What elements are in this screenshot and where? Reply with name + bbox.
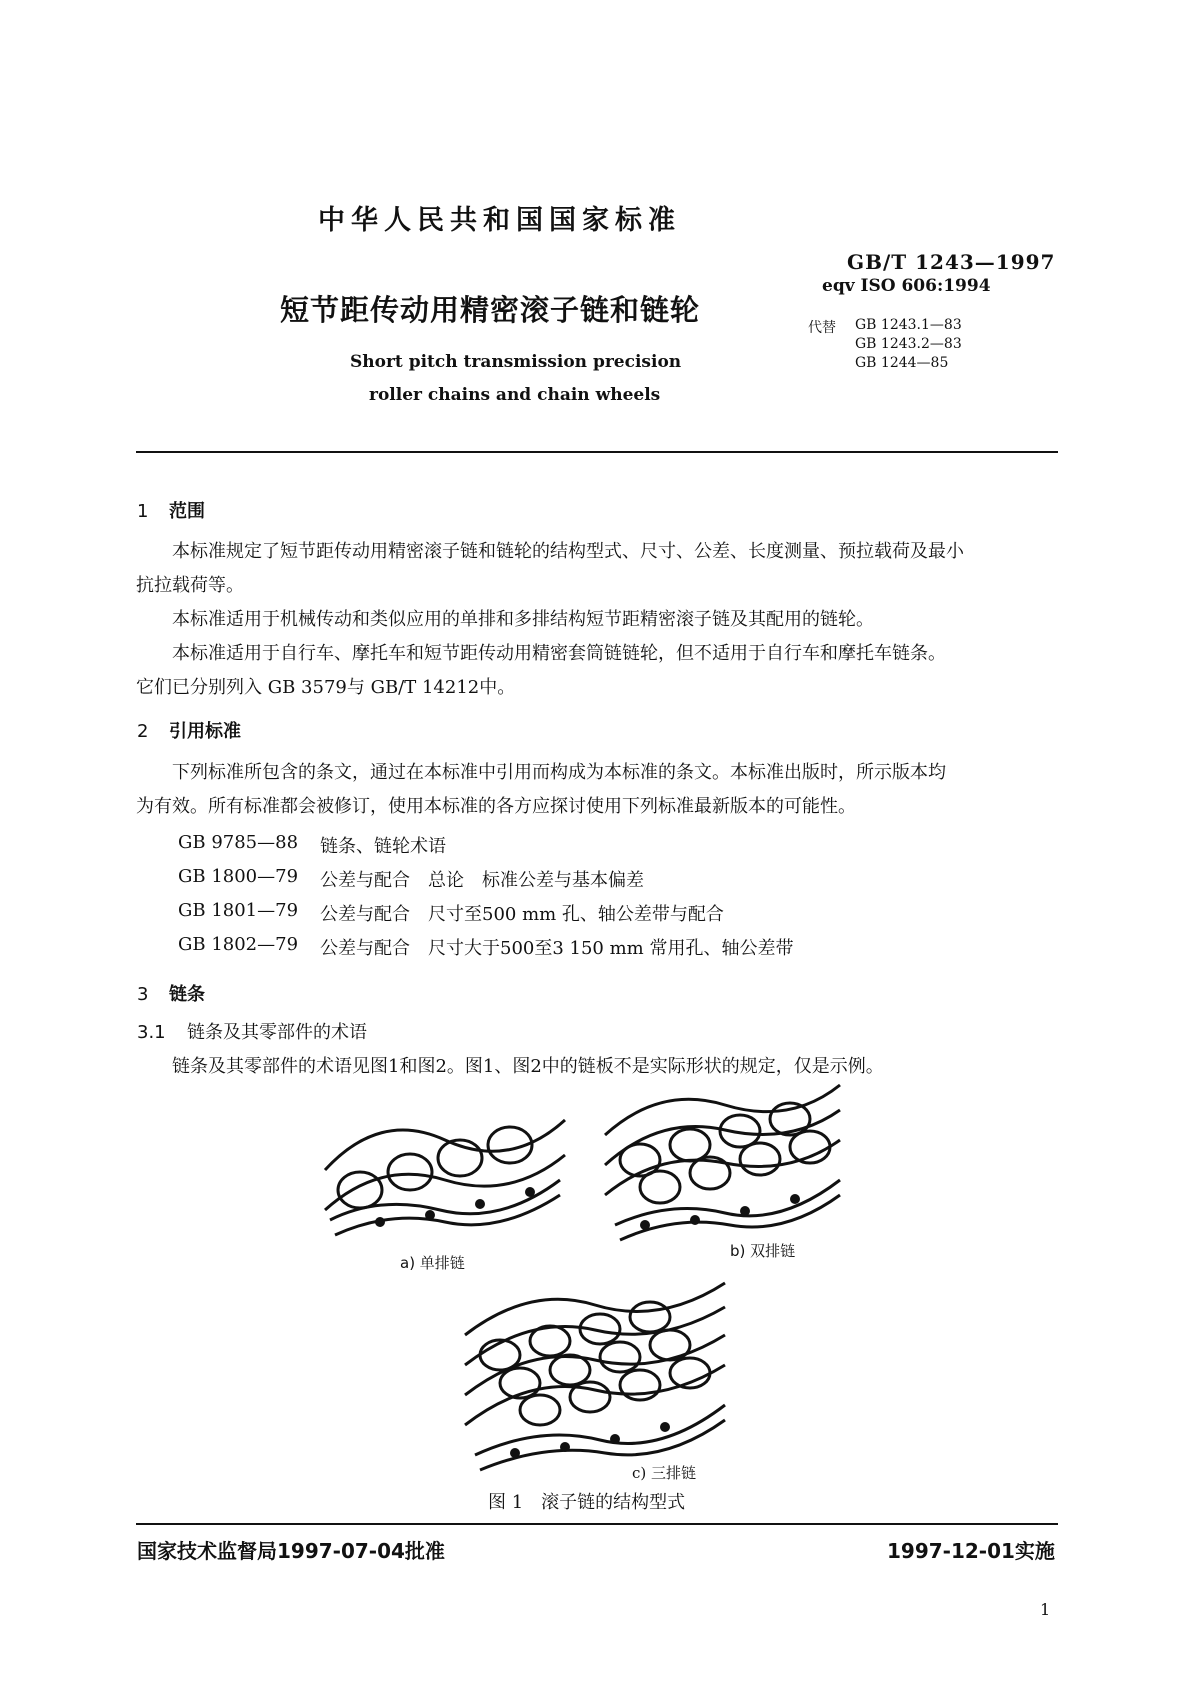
document-title-cn: 短节距传动用精密滚子链和链轮 xyxy=(280,293,701,327)
reference-code: GB 1801—79 xyxy=(178,900,299,921)
figure-caption: c) 三排链 xyxy=(632,1464,697,1482)
replaced-standard: GB 1244—85 xyxy=(855,355,949,371)
reference-title: 公差与配合 尺寸大于500至3 150 mm 常用孔、轴公差带 xyxy=(320,938,794,959)
standard-number: GB/T 1243—1997 xyxy=(847,250,1056,274)
footer-divider xyxy=(136,1523,1058,1525)
subsection-number: 3.1 xyxy=(137,1022,166,1043)
section-number: 1 xyxy=(137,501,149,522)
subsection-heading xyxy=(137,1016,367,1050)
replaces-label: 代替 xyxy=(808,320,836,336)
subsection-title: 链条及其零部件的术语 xyxy=(187,1022,367,1043)
reference-code: GB 1802—79 xyxy=(178,934,299,955)
reference-title: 链条、链轮术语 xyxy=(320,836,446,857)
paragraph: 链条及其零部件的术语见图1和图2。图1、图2中的链板不是实际形状的规定，仅是示例。 xyxy=(172,1056,884,1077)
page-number: 1 xyxy=(1040,1600,1051,1619)
paragraph-line: 下列标准所包含的条文，通过在本标准中引用而构成为本标准的条文。本标准出版时，所示版本均 xyxy=(172,762,946,783)
paragraph-line: 本标准规定了短节距传动用精密滚子链和链轮的结构型式、尺寸、公差、长度测量、预拉载荷及最小 xyxy=(172,541,964,562)
document-title-en: Short pitch transmission precision xyxy=(350,352,682,372)
section-number: 3 xyxy=(137,984,149,1005)
replaced-standard: GB 1243.1—83 xyxy=(855,317,962,333)
section-title: 引用标准 xyxy=(169,721,241,742)
paragraph: 本标准适用于机械传动和类似应用的单排和多排结构短节距精密滚子链及其配用的链轮。 xyxy=(172,609,874,630)
section-title: 范围 xyxy=(169,501,205,522)
document-title-en: roller chains and chain wheels xyxy=(369,385,661,405)
implementation-date: 1997-12-01实施 xyxy=(887,1539,1055,1563)
figure-caption: a) 单排链 xyxy=(400,1254,465,1272)
standard-equivalence: eqv ISO 606:1994 xyxy=(822,276,991,296)
paragraph-line: 本标准适用于自行车、摩托车和短节距传动用精密套筒链链轮，但不适用于自行车和摩托车链条。 xyxy=(172,643,946,664)
reference-code: GB 1800—79 xyxy=(178,866,299,887)
paragraph-line: 抗拉载荷等。 xyxy=(136,575,244,596)
section-heading xyxy=(137,980,205,1006)
section-title: 链条 xyxy=(169,984,205,1005)
reference-code: GB 9785—88 xyxy=(178,832,299,853)
header-divider xyxy=(136,451,1058,453)
replaced-standard: GB 1243.2—83 xyxy=(855,336,962,352)
single-row-chain-illustration xyxy=(320,1100,570,1240)
reference-title: 公差与配合 尺寸至500 mm 孔、轴公差带与配合 xyxy=(320,904,724,925)
figure-caption: b) 双排链 xyxy=(730,1242,796,1260)
section-heading xyxy=(137,717,241,743)
figure-title: 图 1 滚子链的结构型式 xyxy=(488,1492,686,1513)
reference-title: 公差与配合 总论 标准公差与基本偏差 xyxy=(320,870,644,891)
section-heading xyxy=(137,497,205,523)
double-row-chain-illustration xyxy=(600,1075,845,1245)
triple-row-chain-illustration xyxy=(460,1275,730,1475)
section-number: 2 xyxy=(137,721,149,742)
approval-date: 国家技术监督局1997-07-04批准 xyxy=(137,1539,445,1563)
paragraph-line: 为有效。所有标准都会被修订，使用本标准的各方应探讨使用下列标准最新版本的可能性。 xyxy=(136,796,856,817)
org-title: 中华人民共和国国家标准 xyxy=(318,205,681,236)
paragraph-line: 它们已分别列入 GB 3579与 GB/T 14212中。 xyxy=(136,677,516,698)
